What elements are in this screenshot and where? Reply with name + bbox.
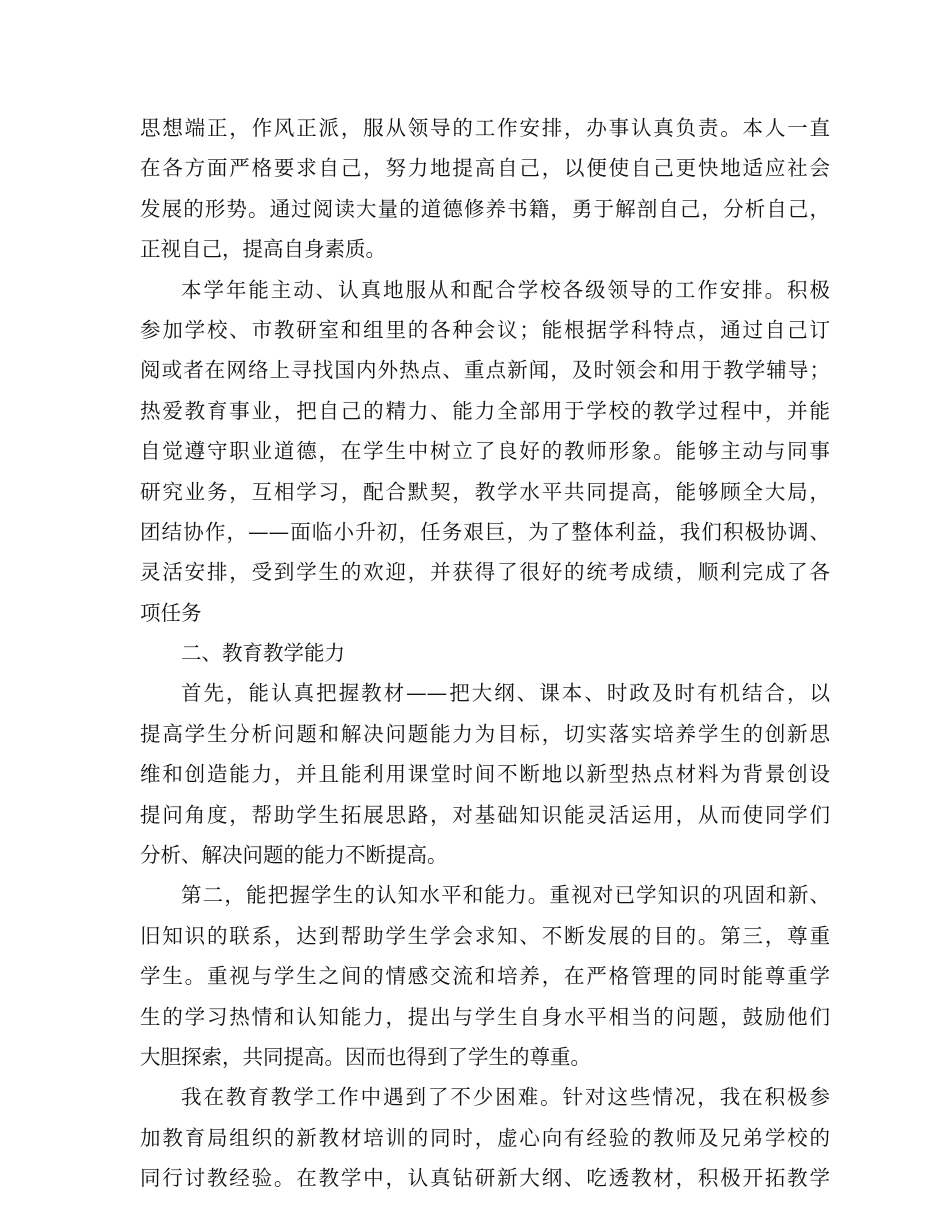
text-line: 热爱教育事业，把自己的精力、能力全部用于学校的教学过程中，并能 (140, 398, 830, 423)
text-line: 团结协作，——面临小升初，任务艰巨，为了整体利益，我们积极协调、 (140, 519, 830, 544)
text-line: 我在教育教学工作中遇到了不少困难。针对这些情况，我在积极参 (181, 1085, 830, 1110)
text-line: 维和创造能力，并且能利用课堂时间不断地以新型热点材料为背景创设 (140, 762, 830, 787)
text-line: 加教育局组织的新教材培训的同时，虚心向有经验的教师及兄弟学校的 (140, 1125, 830, 1150)
text-line: 首先，能认真把握教材——把大纲、课本、时政及时有机结合，以 (181, 681, 830, 706)
text-line: 生的学习热情和认知能力，提出与学生自身水平相当的问题，鼓励他们 (140, 1004, 830, 1029)
text-line: 第二，能把握学生的认知水平和能力。重视对已学知识的巩固和新、 (181, 883, 830, 908)
document-body (140, 108, 830, 1199)
text-line: 阅或者在网络上寻找国内外热点、重点新闻，及时领会和用于教学辅导； (140, 358, 830, 383)
text-line: 研究业务，互相学习，配合默契，教学水平共同提高，能够顾全大局， (140, 479, 830, 504)
text-line: 灵活安排，受到学生的欢迎，并获得了很好的统考成绩，顺利完成了各 (140, 560, 830, 585)
text-line: 提问角度，帮助学生拓展思路，对基础知识能灵活运用，从而使同学们 (140, 802, 830, 827)
section-heading: 二、教育教学能力 (181, 641, 345, 666)
text-line: 项任务 (140, 600, 202, 625)
text-line: 学生。重视与学生之间的情感交流和培养，在严格管理的同时能尊重学 (140, 964, 830, 989)
text-line: 分析、解决问题的能力不断提高。 (140, 843, 448, 868)
text-line: 参加学校、市教研室和组里的各种会议；能根据学科特点，通过自己订 (140, 317, 830, 342)
text-line: 思想端正，作风正派，服从领导的工作安排，办事认真负责。本人一直 (140, 116, 830, 140)
text-line: 旧知识的联系，达到帮助学生学会求知、不断发展的目的。第三，尊重 (140, 923, 830, 948)
text-line: 同行讨教经验。在教学中，认真钻研新大纲、吃透教材，积极开拓教学 (140, 1166, 830, 1191)
text-line: 发展的形势。通过阅读大量的道德修养书籍，勇于解剖自己，分析自己， (140, 196, 830, 221)
text-line: 提高学生分析问题和解决问题能力为目标，切实落实培养学生的创新思 (140, 721, 830, 746)
text-line: 在各方面严格要求自己，努力地提高自己，以便使自己更快地适应社会 (140, 156, 830, 181)
text-line: 本学年能主动、认真地服从和配合学校各级领导的工作安排。积极 (181, 277, 830, 302)
text-line: 大胆探索，共同提高。因而也得到了学生的尊重。 (140, 1044, 591, 1069)
text-line: 自觉遵守职业道德，在学生中树立了良好的教师形象。能够主动与同事 (140, 439, 830, 464)
text-line: 正视自己，提高自身素质。 (140, 237, 386, 262)
